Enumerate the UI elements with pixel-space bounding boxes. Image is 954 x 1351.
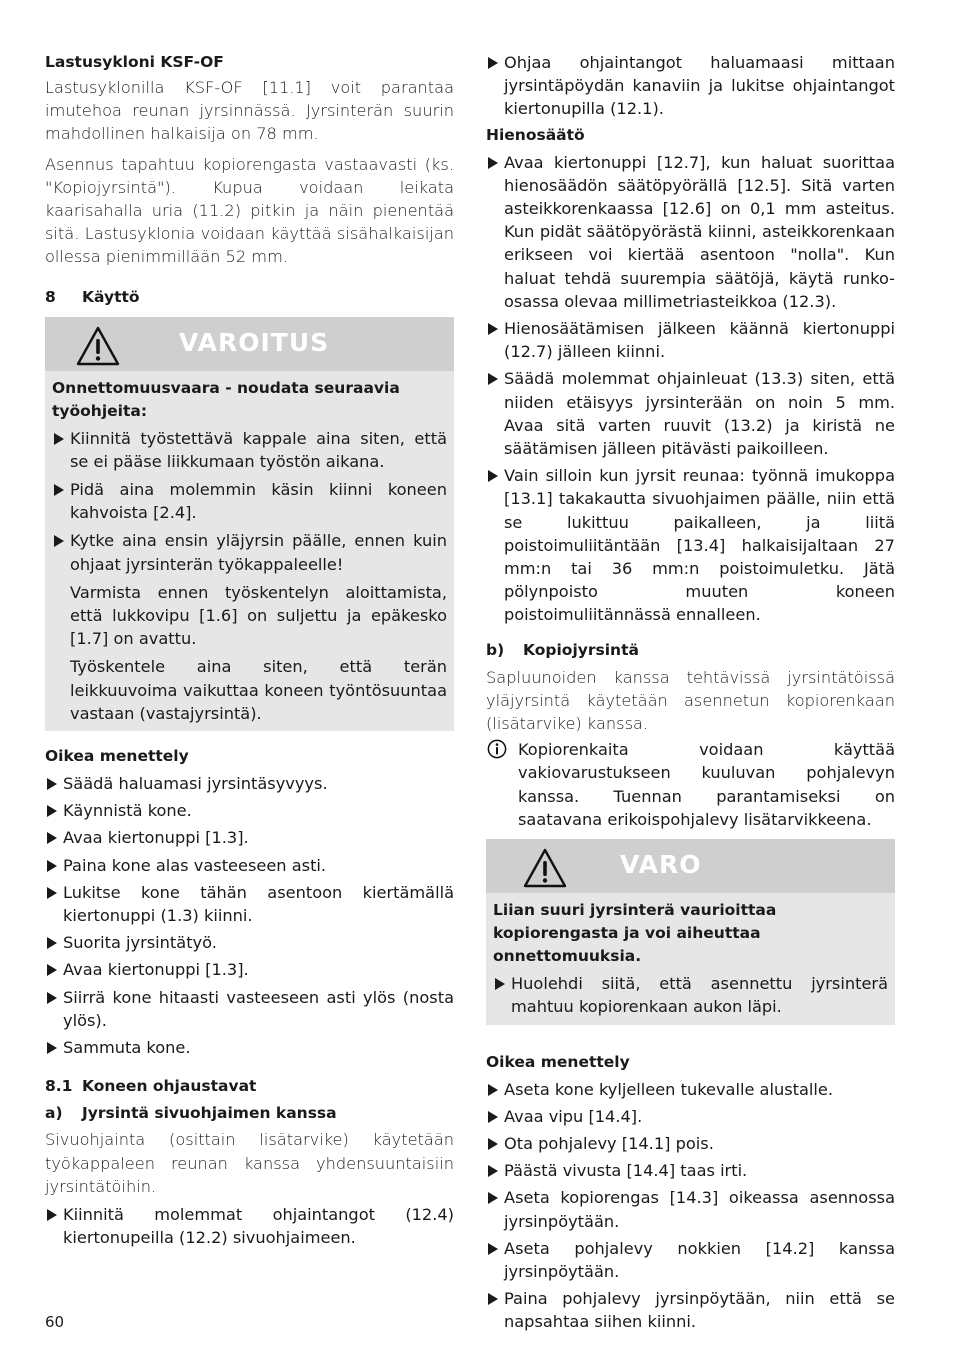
right-column	[486, 50, 895, 1334]
list-item: Päästä vivusta [14.4] taas irti.	[486, 1159, 895, 1182]
list-item: Kiinnitä molemmat ohjaintangot (12.4) kiertonupeilla (12.2) sivuohjaimeen.	[45, 1203, 454, 1249]
procedure-heading: Oikea menettely	[45, 747, 189, 766]
list-item: Säädä molemmat ohjainleuat (13.3) siten, että niiden etäisyys jyrsinterään on noin 5 mm. Avaa sitä varten ruuvit (13.2) ja kiristä ne säätämisen jälleen pitävästi paikoilleen.	[486, 367, 895, 460]
warning-label: VAROITUS	[179, 327, 330, 357]
list-item: Suorita jyrsintätyö.	[45, 931, 454, 954]
section-heading-b	[486, 639, 895, 662]
list-item: Ota pohjalevy [14.1] pois.	[486, 1132, 895, 1155]
info-icon	[487, 739, 507, 759]
warning-triangle-icon	[75, 325, 121, 367]
page-number: 60	[45, 1313, 65, 1331]
warning-triangle-icon	[522, 847, 568, 889]
section-number: 8	[45, 287, 56, 306]
section-title: Jyrsintä sivuohjaimen kanssa	[82, 1104, 337, 1123]
section-heading-8-1	[45, 1075, 454, 1098]
section-number: 8.1	[45, 1077, 73, 1096]
paragraph: Asennus tapahtuu kopiorengasta vastaavasti (ks. "Kopiojyrsintä"). Kupua voidaan leikata kaarisahalla uria (11.2) pitkin ja näin pienentää sitä. Lastusyklonia voidaan käyttää sisähalkaisijan ollessa pienimmillään 52 mm.	[45, 154, 454, 267]
paragraph: Sapluunoiden kanssa tehtävissä jyrsintätöissä yläjyrsintä käytetään asennetun kopiorenkaan (lisätarvike) kanssa.	[486, 667, 895, 734]
section-number: a)	[45, 1104, 63, 1123]
fine-heading: Hienosäätö	[486, 125, 585, 144]
list-item: Paina kone alas vasteeseen asti.	[45, 854, 454, 877]
section-number: b)	[486, 640, 505, 659]
list-item: Lukitse kone tähän asentoon kiertämällä kiertonuppi (1.3) kiinni.	[45, 881, 454, 927]
list-item: Aseta kopiorengas [14.3] oikeassa asennossa jyrsinpöytään.	[486, 1186, 895, 1232]
warning-box	[45, 317, 454, 731]
paragraph: Sivuohjainta (osittain lisätarvike) käytetään työkappaleen reunan kanssa yhdensuuntaisiin jyrsintätöihin.	[45, 1130, 454, 1196]
list-item: Aseta pohjalevy nokkien [14.2] kanssa jyrsinpöytään.	[486, 1237, 895, 1283]
list-item: Avaa kiertonuppi [1.3].	[45, 958, 454, 981]
list-item: Säädä haluamasi jyrsintäsyvyys.	[45, 772, 454, 795]
procedure-heading: Oikea menettely	[486, 1052, 630, 1071]
section-title: Koneen ohjaustavat	[82, 1077, 257, 1096]
left-column	[45, 50, 454, 1249]
list-item: Aseta kone kyljelleen tukevalle alustalle.	[486, 1078, 895, 1101]
list-item: Vain silloin kun jyrsit reunaa: työnnä imukoppa [13.1] takakautta sivuohjaimen päälle, niin että se lukittuu paikalleen, ja liitä poistoimuliitäntään [13.4] halkaisijaltaan 27 mm:n tai 36 mm:n poistoimuletku. Jätä pölynpoisto muuten koneen poistoimuliitännässä ennalleen.	[486, 464, 895, 626]
section-heading-8	[45, 286, 454, 309]
list-item: Sammuta kone.	[45, 1036, 454, 1059]
section-title: Kopiojyrsintä	[523, 640, 639, 659]
heading-kfs: Lastusykloni KSF-OF	[45, 53, 224, 71]
list-item: Ohjaa ohjaintangot haluamaasi mittaan jyrsintäpöydän kanaviin ja lukitse ohjaintangot kiertonupilla (12.1).	[486, 51, 895, 121]
caution-body	[486, 893, 895, 1024]
warning-note: Varmista ennen työskentelyn aloittamista, että lukkovipu [1.6] on suljettu ja epäkesko [1.7] on avattu.	[70, 582, 447, 649]
list-item: Hienosäätämisen jälkeen käännä kiertonuppi (12.7) jälleen kiinni.	[486, 317, 895, 363]
section-heading-a	[45, 1102, 454, 1125]
list-item: Huolehdi siitä, että asennettu jyrsinterä mahtuu kopiorenkaan aukon läpi.	[493, 972, 888, 1018]
warning-note: Työskentele aina siten, että terän leikkuuvoima vaikuttaa koneen työntösuuntaa vastaan (vastajyrsintä).	[70, 657, 447, 723]
list-item: Kiinnitä työstettävä kappale aina siten, että se ei pääse liikkumaan työstön aikana.	[52, 427, 447, 473]
caution-lead: Liian suuri jyrsinterä vaurioittaa kopiorengasta ja voi aiheuttaa onnettomuuksia.	[493, 901, 777, 966]
info-note	[486, 738, 895, 831]
list-item: Avaa kiertonuppi [12.7], kun haluat suorittaa hienosäädön säätöpyörällä [12.5]. Sitä varten asteikkorenkaassa [12.6] on 0,1 mm asteitus. Kun pidät säätöpyörästä kiinni, asteikkorenkaan erikseen voi kiertää asentoon "nolla". Kun haluat tehdä suurempia säätöjä, käytä runko-osassa olevaa millimetriasteikkoa (12.3).	[486, 151, 895, 313]
list-item: Kytke aina ensin yläjyrsin päälle, ennen kuin ohjaat jyrsinterän työkappaleelle!	[52, 529, 447, 575]
warning-body	[45, 371, 454, 731]
list-item: Pidä aina molemmin käsin kiinni koneen kahvoista [2.4].	[52, 478, 447, 524]
list-item: Paina pohjalevy jyrsinpöytään, niin että se napsahtaa siihen kiinni.	[486, 1287, 895, 1333]
section-title: Käyttö	[82, 287, 140, 306]
list-item: Siirrä kone hitaasti vasteeseen asti ylös (nosta ylös).	[45, 986, 454, 1032]
caution-header	[486, 839, 895, 893]
warning-lead: Onnettomuusvaara - noudata seuraavia työohjeita:	[52, 378, 400, 420]
list-item: Käynnistä kone.	[45, 799, 454, 822]
list-item: Avaa vipu [14.4].	[486, 1105, 895, 1128]
list-item: Avaa kiertonuppi [1.3].	[45, 826, 454, 849]
warning-header	[45, 317, 454, 371]
caution-label: VARO	[620, 850, 702, 880]
info-note-text: Kopiorenkaita voidaan käyttää vakiovarustukseen kuuluvan pohjalevyn kanssa. Tuennan parantamiseksi on saatavana erikoispohjalevy lisätarvikkeena.	[518, 740, 895, 829]
caution-box	[486, 839, 895, 1024]
paragraph: Lastusyklonilla KSF-OF [11.1] voit parantaa imutehoa reunan jyrsinnässä. Jyrsinterän suurin mahdollinen halkaisija on 78 mm.	[45, 78, 454, 144]
